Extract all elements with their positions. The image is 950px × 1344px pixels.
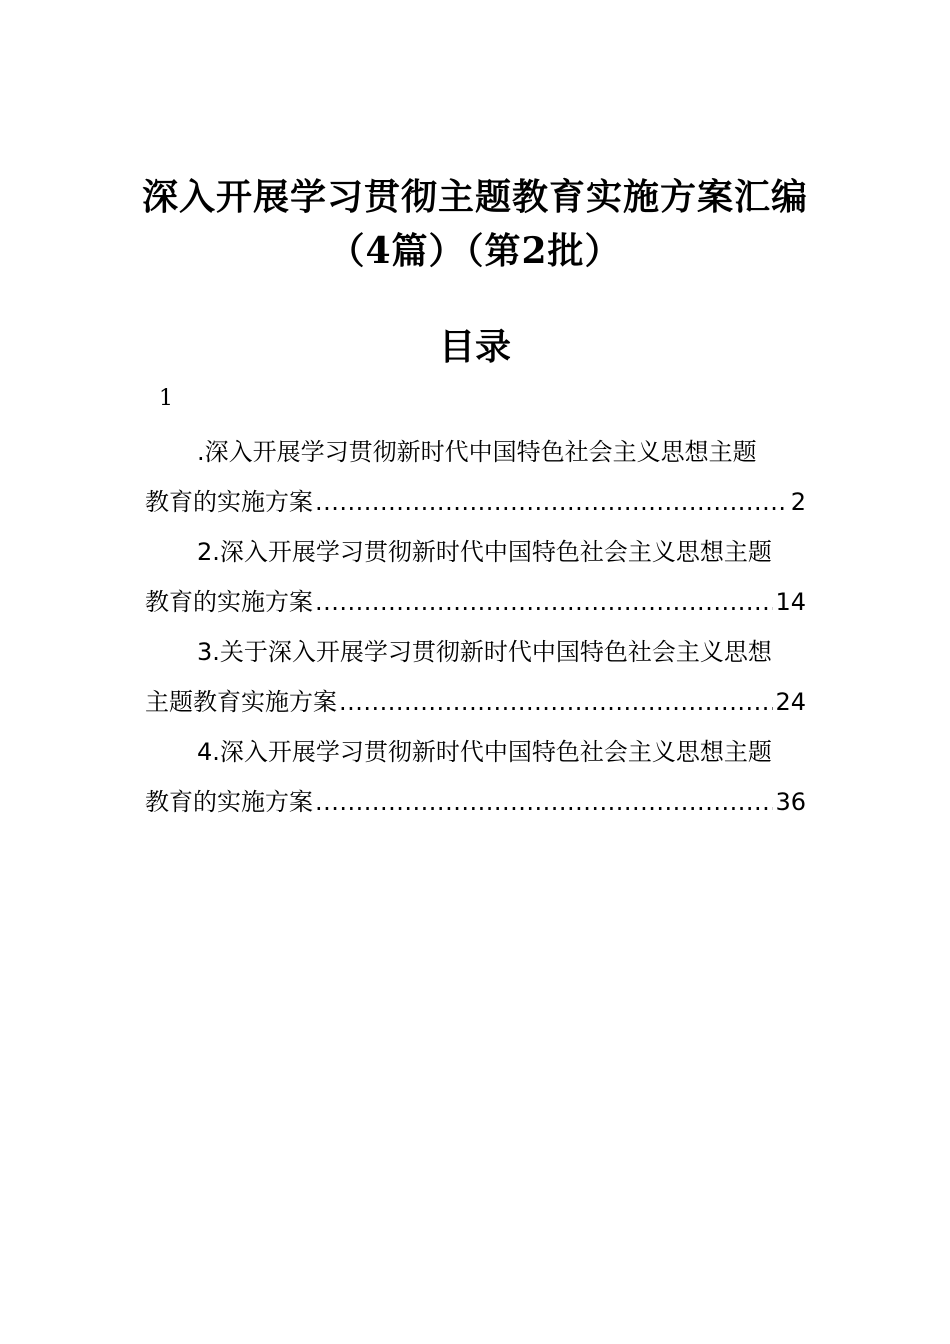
toc-page-number: 14: [775, 588, 806, 616]
toc-entry-continuation: [145, 777, 806, 827]
document-title: [0, 170, 950, 278]
toc-entry-continuation: [145, 677, 806, 727]
toc-leader-dots: [315, 477, 789, 527]
toc-heading: 目录: [438, 326, 511, 368]
toc-entry-continuation: [145, 577, 806, 627]
toc-entry-2[interactable]: [145, 527, 806, 627]
toc-entry-4[interactable]: [145, 727, 806, 827]
title-line-2: （4篇）（第2批）: [328, 230, 622, 272]
toc-leader-dots: [315, 777, 773, 827]
toc-page-number: 36: [775, 788, 806, 816]
list-number: 1: [159, 386, 173, 411]
toc-leader-dots: [339, 677, 773, 727]
toc-entry-title-cont: 教育的实施方案: [145, 788, 313, 816]
title-line-1: 深入开展学习贯彻主题教育实施方案汇编: [141, 176, 808, 218]
toc-entry-title: .深入开展学习贯彻新时代中国特色社会主义思想主题: [197, 438, 757, 466]
toc-entry-title-cont: 教育的实施方案: [145, 488, 313, 516]
toc-leader-dots: [315, 577, 773, 627]
toc-entry-title: 2.深入开展学习贯彻新时代中国特色社会主义思想主题: [197, 538, 772, 566]
toc-entry-title-cont: 教育的实施方案: [145, 588, 313, 616]
toc-entry-3[interactable]: [145, 627, 806, 727]
toc-entry-title: 4.深入开展学习贯彻新时代中国特色社会主义思想主题: [197, 738, 772, 766]
toc-entry-title: 3.关于深入开展学习贯彻新时代中国特色社会主义思想: [197, 638, 772, 666]
table-of-contents: [145, 427, 806, 827]
toc-entry-1[interactable]: [145, 427, 806, 527]
toc-entry-continuation: [145, 477, 806, 527]
toc-page-number: 24: [775, 688, 806, 716]
toc-entry-title-cont: 主题教育实施方案: [145, 688, 337, 716]
toc-page-number: 2: [790, 488, 806, 516]
